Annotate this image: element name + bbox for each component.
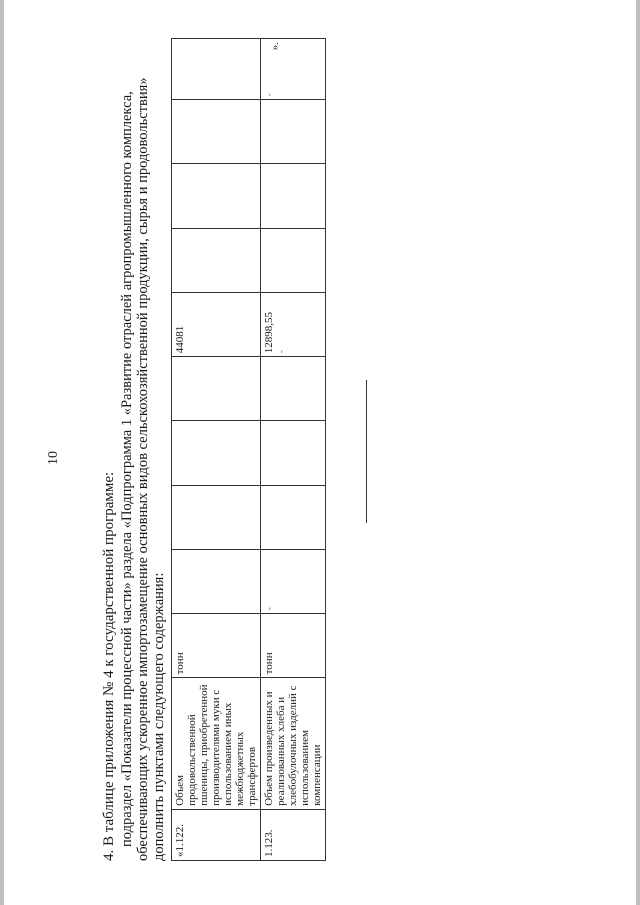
dash-mark: - (264, 93, 274, 97)
empty-cell (261, 357, 326, 421)
empty-cell (261, 421, 326, 485)
row-number: 1.123. (261, 809, 326, 860)
empty-cell (172, 39, 261, 100)
end-divider-line (366, 380, 367, 523)
empty-cell (172, 164, 261, 228)
empty-cell (172, 549, 261, 613)
empty-cell (261, 164, 326, 228)
empty-cell (172, 228, 261, 292)
indicator-name: Объем произведенных и реализованных хлеба и хлебобулочных изделий с использованием компенсации (261, 678, 326, 809)
unit-cell: тонн (172, 614, 261, 678)
row-number: «1.122. (172, 809, 261, 860)
page-number: 10 (46, 451, 61, 465)
empty-cell (261, 549, 326, 613)
empty-cell (261, 228, 326, 292)
empty-cell (261, 100, 326, 164)
paragraph-line-2: обеспечивающих ускоренное импортозамещение основных видов сельскохозяйственной продукции, сырья и продовольствия» (135, 77, 151, 861)
paragraph-line-1: подраздел «Показатели процессной части» раздела «Подпрограмма 1 «Развитие отраслей агропромышленного комплекса, (119, 91, 135, 847)
value-text: 12898,55 (263, 311, 275, 354)
section-heading: 4. В таблице приложения № 4 к государственной программе: (101, 471, 117, 861)
empty-cell (172, 421, 261, 485)
dash-mark: - (276, 350, 286, 354)
table-row (172, 39, 261, 861)
table-row (261, 39, 326, 861)
empty-cell (172, 485, 261, 549)
dash-mark: - (264, 607, 274, 611)
paragraph-line-3: дополнить пунктами следующего содержания: (151, 572, 167, 861)
rotated-content (4, 0, 640, 905)
closing-quote: ». (269, 42, 281, 51)
unit-cell: тонн (261, 614, 326, 678)
indicator-name: Объем продовольственной пшеницы, приобретенной производителями муки с использованием иных межбюджетных трансфертов (172, 678, 261, 809)
closing-cell (261, 39, 326, 100)
value-cell: 44081 (172, 292, 261, 356)
empty-cell (261, 485, 326, 549)
empty-cell (172, 357, 261, 421)
empty-cell (172, 100, 261, 164)
indicators-table (171, 38, 326, 861)
value-cell (261, 292, 326, 356)
